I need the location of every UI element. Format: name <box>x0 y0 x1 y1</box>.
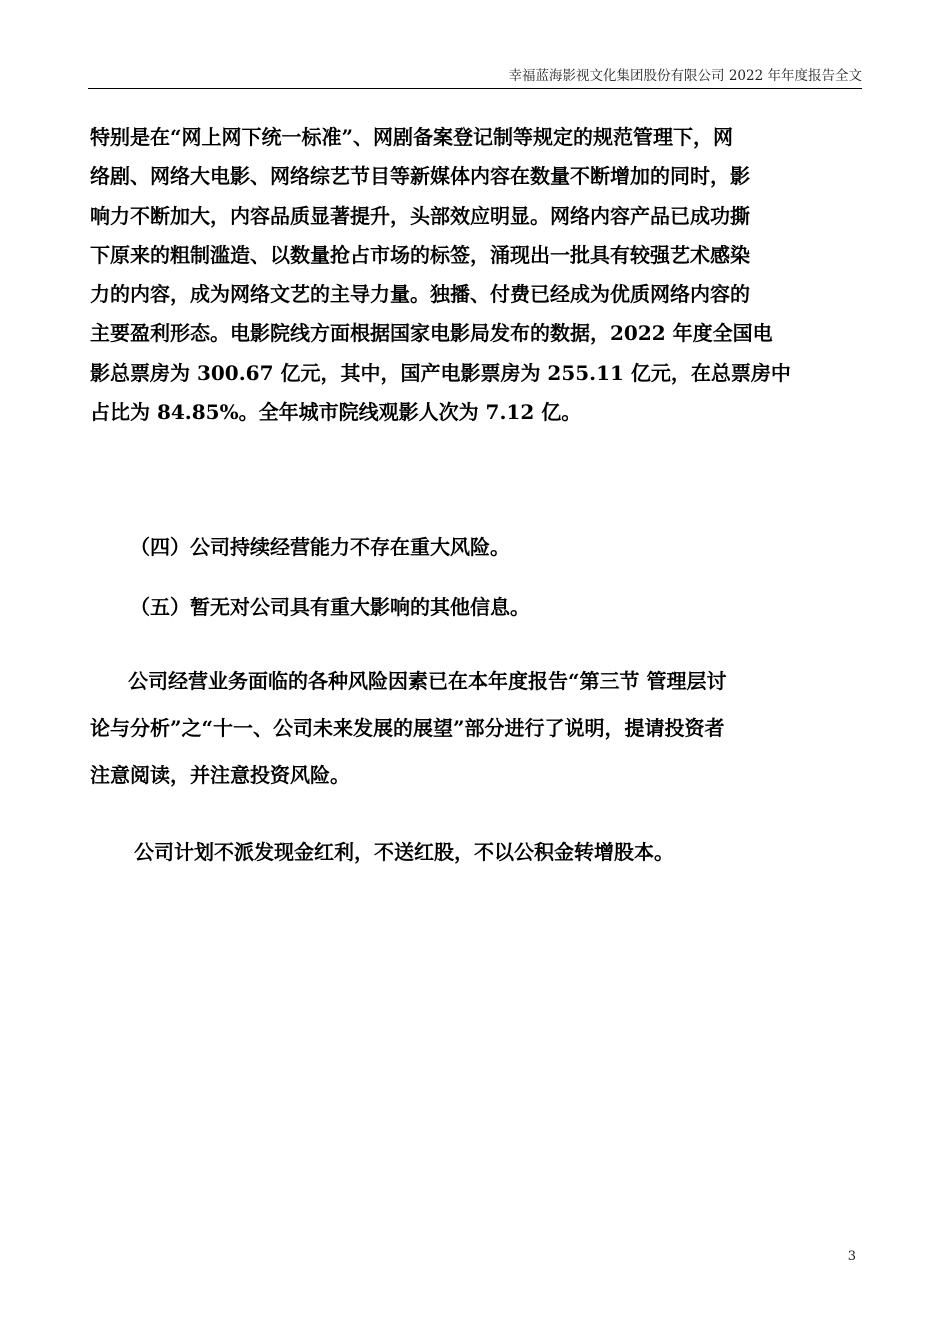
text-line: 力的内容，成为网络文艺的主导力量。独播、付费已经成为优质网络内容的 <box>90 282 750 307</box>
text-line: 下原来的粗制滥造、以数量抢占市场的标签，涌现出一批具有较强艺术感染 <box>90 242 750 267</box>
text-line: 占比为 84.85%。全年城市院线观影人次为 7.12 亿。 <box>90 400 582 425</box>
page-header <box>88 62 862 89</box>
item-five <box>130 588 890 627</box>
item-five-text: （五）暂无对公司具有重大影响的其他信息。 <box>130 595 530 619</box>
item-four <box>130 528 890 567</box>
text-line: 主要盈利形态。电影院线方面根据国家电影局发布的数据，2022 年度全国电 <box>90 321 773 346</box>
item-four-text: （四）公司持续经营能力不存在重大风险。 <box>130 535 510 559</box>
dividend-text: 公司计划不派发现金红利，不送红股，不以公积金转增股本。 <box>134 840 674 864</box>
header-title: 幸福蓝海影视文化集团股份有限公司 2022 年年度报告全文 <box>508 68 862 84</box>
paragraph-dividend <box>134 833 894 872</box>
page-number: 3 <box>847 1249 856 1264</box>
text-line: 响力不断加大，内容品质显著提升，头部效应明显。网络内容产品已成功撕 <box>90 203 750 228</box>
text-line: 特别是在“网上网下统一标准”、网剧备案登记制等规定的规范管理下，网 <box>90 125 734 149</box>
paragraph-risk <box>90 658 850 799</box>
text-line: 论与分析”之“十一、公司未来发展的展望”部分进行了说明，提请投资者 <box>90 716 725 740</box>
paragraph-industry <box>90 118 850 432</box>
text-line: 络剧、网络大电影、网络综艺节目等新媒体内容在数量不断增加的同时，影 <box>90 164 750 189</box>
text-line: 注意阅读，并注意投资风险。 <box>90 763 350 787</box>
text-line: 影总票房为 300.67 亿元，其中，国产电影票房为 255.11 亿元，在总票房中 <box>90 360 791 385</box>
text-line: 公司经营业务面临的各种风险因素已在本年度报告“第三节 管理层讨 <box>128 669 727 693</box>
